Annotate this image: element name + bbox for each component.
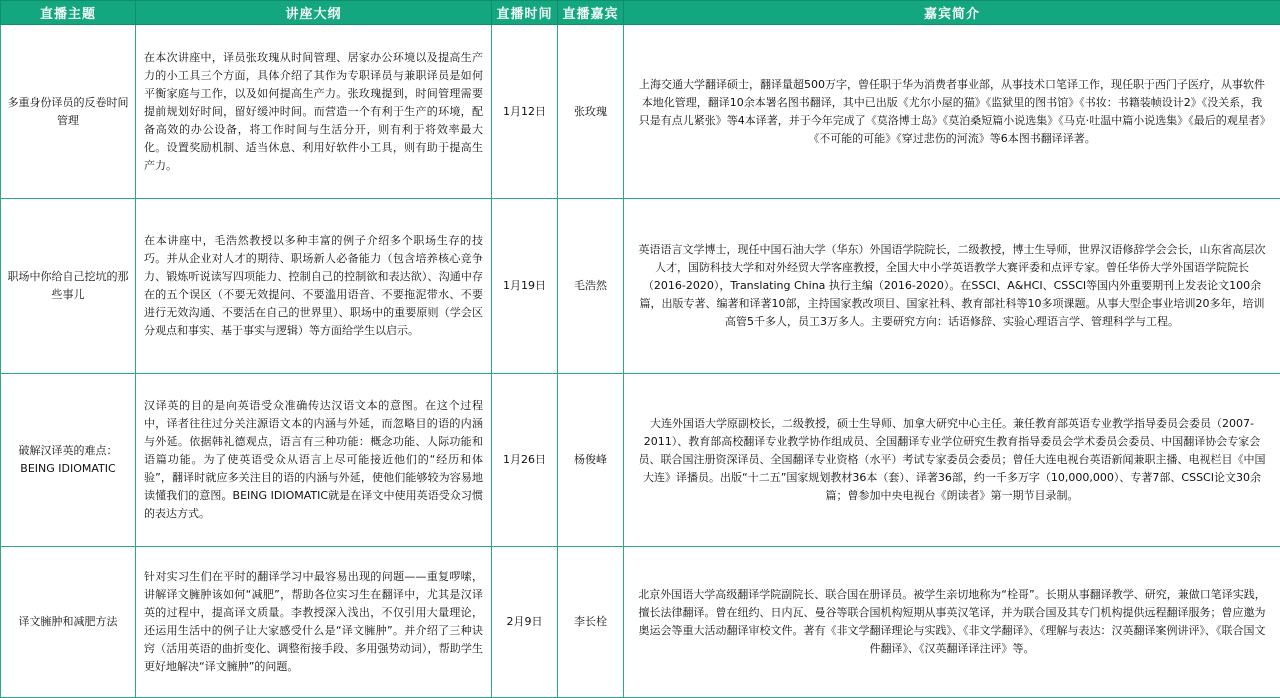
header-time: 直播时间: [492, 1, 558, 25]
outline-cell: 针对实习生们在平时的翻译学习中最容易出现的问题——重复啰嗦，讲解译文臃肿该如何“减肥”，帮助各位实习生在翻译中，尤其是汉译英的过程中，提高译文质量。李教授深入浅出，不仅引用大量理论，还运用生活中的例子让大家感受什么是“译文臃肿”。并介绍了三种诀窍（活用英语的曲折变化、调整衔接手段、多用强势动词），帮助学生更好地解决“译文臃肿”的问题。: [136, 547, 492, 698]
time-cell: 2月9日: [492, 547, 558, 698]
outline-cell: 在本讲座中，毛浩然教授以多种丰富的例子介绍多个职场生存的技巧。并从企业对人才的期待、职场新人必备能力（包含培养核心竞争力、锻炼听说读写四项能力、控制自己的控制欲和表达欲）、沟通中存在的五个误区（不要无效提问、不要滥用语音、不要拖泥带水、不要进行无效沟通、不要活在自己的世界里）、职场中的重要原则（学会区分观点和事实、基于事实与逻辑）等方面给学生以启示。: [136, 199, 492, 374]
guest-cell: 张玫瑰: [558, 25, 624, 199]
table-row: [1, 199, 1280, 374]
topic-cell: 职场中你给自己挖坑的那些事儿: [1, 199, 136, 374]
guest-cell: 杨俊峰: [558, 374, 624, 547]
header-outline: 讲座大纲: [136, 1, 492, 25]
table-row: [1, 374, 1280, 547]
time-cell: 1月12日: [492, 25, 558, 199]
table-header-row: [1, 1, 1280, 25]
header-guest: 直播嘉宾: [558, 1, 624, 25]
topic-cell: 多重身份译员的反卷时间管理: [1, 25, 136, 199]
table-row: [1, 547, 1280, 698]
guest-cell: 毛浩然: [558, 199, 624, 374]
bio-cell: 大连外国语大学原副校长，二级教授，硕士生导师、加拿大研究中心主任。兼任教育部英语专业教学指导委员会委员（2007-2011）、教育部高校翻译专业教学协作组成员、全国翻译专业学位研究生教育指导委员会学术委员会委员、中国翻译协会专家会员、联合国注册资深译员、全国翻译专业资格（水平）考试专家委员会委员；曾任大连电视台英语新闻兼职主播、电视栏目《中国大连》译播员。出版“十二五”国家规划教材36本（套）、译著36部，约一千多万字（10,000,000）、专著7部、CSSCI论文30余篇；曾参加中央电视台《朗读者》第一期节目录制。: [624, 374, 1280, 547]
time-cell: 1月19日: [492, 199, 558, 374]
time-cell: 1月26日: [492, 374, 558, 547]
outline-cell: 汉译英的目的是向英语受众准确传达汉语文本的意图。在这个过程中，译者往往过分关注源语文本的内涵与外延，而忽略目的语的内涵与外延。依据韩礼德观点，语言有三种功能：概念功能、人际功能和语篇功能。为了使英语受众从语言上尽可能接近他们的“经历和体验”，翻译时就应多关注目的语的内涵与外延，使他们能够较为容易地读懂我们的意图。BEING IDIOMATIC就是在译文中使用英语受众习惯的表达方式。: [136, 374, 492, 547]
bio-cell: 上海交通大学翻译硕士，翻译量超500万字，曾任职于华为消费者事业部，从事技术口笔译工作，现任职于西门子医疗，从事软件本地化管理，翻译10余本署名图书翻译，其中已出版《尤尔小屋的猫》《监狱里的图书馆》《书妆：书籍装帧设计2》《没关系，我只是有点儿紧张》等4本译著，并于今年完成了《莫洛博士岛》《莫泊桑短篇小说选集》《马克·吐温中篇小说选集》《最后的观星者》《不可能的可能》《穿过悲伤的河流》等6本图书翻译译著。: [624, 25, 1280, 199]
topic-cell: 译文臃肿和减肥方法: [1, 547, 136, 698]
header-bio: 嘉宾简介: [624, 1, 1280, 25]
header-topic: 直播主题: [1, 1, 136, 25]
guest-cell: 李长栓: [558, 547, 624, 698]
bio-cell: 北京外国语大学高级翻译学院副院长、联合国在册译员。被学生亲切地称为“栓哥”。长期从事翻译教学、研究，兼做口笔译实践，擅长法律翻译。曾在纽约、日内瓦、曼谷等联合国机构短期从事英汉笔译，并为联合国及其专门机构提供远程翻译服务；曾应邀为奥运会等重大活动翻译审校文件。著有《非文学翻译理论与实践》、《非文学翻译》、《理解与表达：汉英翻译案例讲评》、《联合国文件翻译》、《汉英翻译译注评》等。: [624, 547, 1280, 698]
table-row: [1, 25, 1280, 199]
outline-cell: 在本次讲座中，译员张玫瑰从时间管理、居家办公环境以及提高生产力的小工具三个方面，具体介绍了其作为专职译员与兼职译员是如何平衡家庭与工作，以及如何提高生产力。张玫瑰提到，时间管理需要提前规划好时间，留好缓冲时间。而营造一个有利于生产的环境，配备高效的办公设备，将工作时间与生活分开，则有利于将效率最大化。设置奖励机制、适当休息、利用好软件小工具，则有助于提高生产力。: [136, 25, 492, 199]
bio-cell: 英语语言文学博士，现任中国石油大学（华东）外国语学院院长，二级教授，博士生导师，世界汉语修辞学会会长，山东省高层次人才，国防科技大学和对外经贸大学客座教授，全国大中小学英语教学大赛评委和点评专家。曾任华侨大学外国语学院院长（2016-2020），Translating China 执行主编（2016-2020）。在SSCI、A&HCI、CSSCI等国内外重要期刊上发表论文100余篇，出版专著、编著和译著10部，主持国家教改项目、国家社科、教育部社科等10多项课题。从事大型企事业培训20多年，培训高管5千多人，员工3万多人。主要研究方向：话语修辞、实验心理语言学、管理科学与工程。: [624, 199, 1280, 374]
topic-cell: 破解汉译英的难点：BEING IDIOMATIC: [1, 374, 136, 547]
